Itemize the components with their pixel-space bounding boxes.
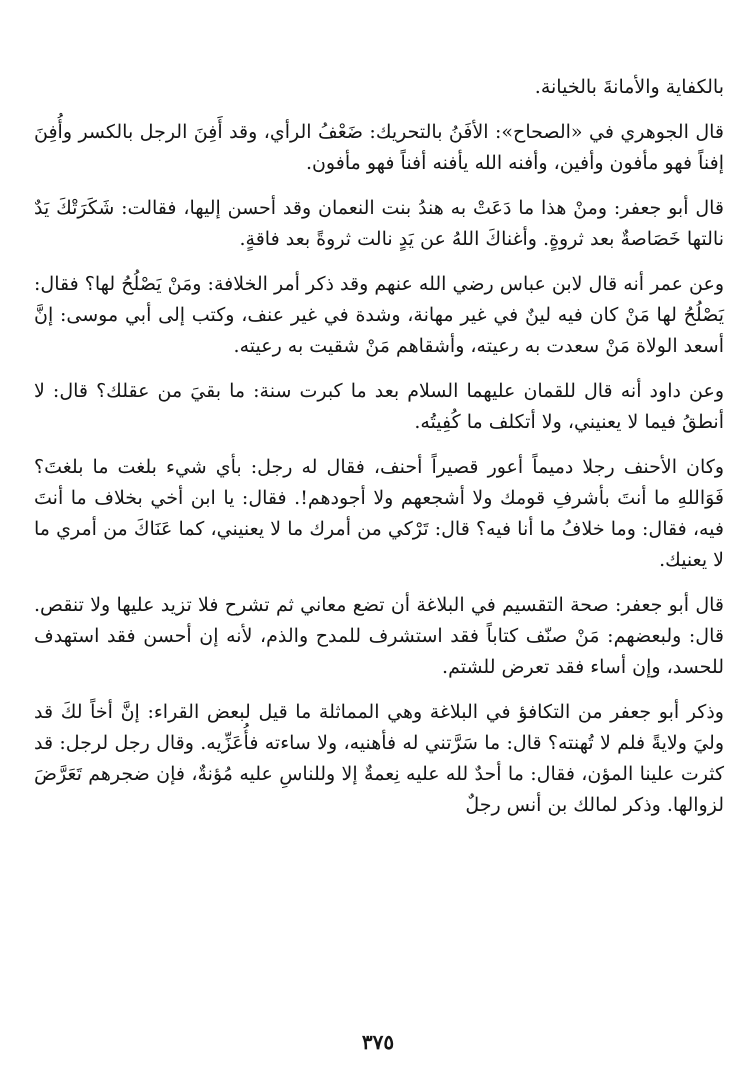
book-page-text: [34, 72, 724, 835]
paragraph-ahnaf: وكان الأحنف رجلا دميماً أعور قصيراً أحنف، فقال له رجل: بأي شيء بلغت ما بلغتَ؟ فَوَاللهِ ما أنتَ بأشرفِ قومك ولا أشجعهم ولا أجودهم!. فقال: يا ابن أخي بخلاف ما أنتَ فيه، فقال: وما خلافُ ما أنا فيه؟ قال: تَرْكي من أمرك ما لا يعنيني، كما عَنَاكَ من أمري ما لا يعنيك.: [34, 456, 724, 571]
paragraph-continuation: بالكفاية والأمانةَ بالخيانة.: [534, 76, 724, 98]
paragraph-umar: وعن عمر أنه قال لابن عباس رضي الله عنهم وقد ذكر أمر الخلافة: ومَنْ يَصْلُحُ لها؟ فقال: يَصْلُحُ لها مَنْ كان فيه لينٌ في غير مهانة، وشدة في غير عنف، وكتب إلى أبي موسى: إنَّ أسعد الولاة مَنْ سعدت به رعيته، وأشقاهم مَنْ شقيت به رعيته.: [34, 273, 724, 357]
paragraph-jawhari: قال الجوهري في «الصحاح»: الأفَنُ بالتحريك: ضَعْفُ الرأي، وقد أَفِنَ الرجل بالكسر وأُفِنَ إفناً فهو مأفون وأفين، وأفنه الله يأفنه أفناً فهو مأفون.: [34, 121, 724, 174]
paragraph-dawud: وعن داود أنه قال للقمان عليهما السلام بعد ما كبرت سنة: ما بقيَ من عقلك؟ قال: لا أنطقُ فيما لا يعنيني، ولا أتكلف ما كُفِيتُه.: [34, 380, 724, 433]
paragraph-takafu: وذكر أبو جعفر من التكافؤ في البلاغة وهي المماثلة ما قيل لبعض القراء: إنَّ أخاً لكَ قد وليَ ولايةً فلم لا تُهنته؟ قال: ما سَرَّتني له فأهنيه، ولا ساءته فأُعَزِّيه. وقال رجل لرجل: قد كثرت علينا المؤن، فقال: ما أحدٌ لله عليه نِعمةٌ إلا وللناسِ عليه مُؤنةٌ، فإن ضجرهم تَعَرَّضَ لزوالها. وذكر لمالك بن أنس رجلٌ: [34, 701, 724, 816]
paragraph-taqsim: قال أبو جعفر: صحة التقسيم في البلاغة أن تضع معاني ثم تشرح فلا تزيد عليها ولا تنقص. قال: ولبعضهم: مَنْ صنّف كتاباً فقد استشرف للمدح والذم، لأنه إن أحسن فقد استهدف للحسد، وإن أساء فقد تعرض للشتم.: [34, 594, 724, 678]
page-number: ٣٧٥: [361, 1030, 395, 1054]
paragraph-hind: قال أبو جعفر: ومنْ هذا ما دَعَتْ به هندُ بنت النعمان وقد أحسن إليها، فقالت: شَكَرَتْكَ يَدٌ نالتها خَصَاصةٌ بعد ثروةٍ. وأغناكَ اللهُ عن يَدٍ نالت ثروةً بعد فاقةٍ.: [34, 197, 724, 250]
